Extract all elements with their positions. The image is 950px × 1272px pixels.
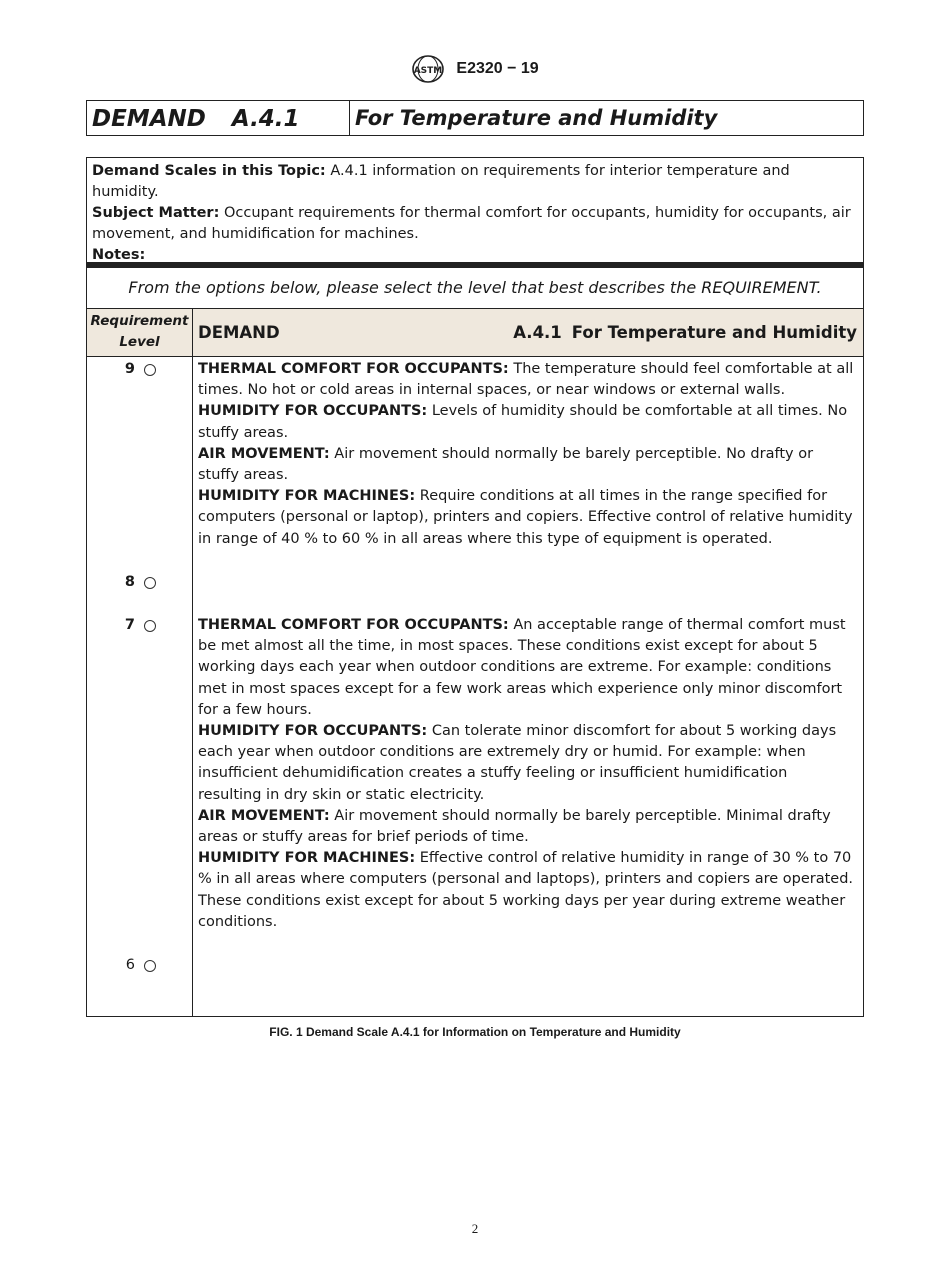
level-cell-filler [87, 976, 193, 1016]
requirement-label: HUMIDITY FOR OCCUPANTS: [198, 403, 428, 420]
instruction-text: From the options below, please select the level that best describes the REQUIREMENT. [87, 268, 863, 309]
demand-scale-table [86, 157, 864, 1017]
level-cell-spacer [87, 593, 193, 613]
level-rows [87, 357, 863, 1016]
page-header [0, 54, 950, 84]
requirement-text: Levels of humidity should be comfortable at all times. No stuffy areas. [198, 403, 848, 441]
requirement-item [198, 848, 855, 933]
demand-scales-text: A.4.1 information on requirements for interior temperature and humidity. [92, 163, 790, 200]
level-number: 7 [124, 617, 135, 634]
level-row-7 [87, 613, 863, 933]
level-row-9 [87, 357, 863, 550]
subject-matter-line [92, 203, 858, 245]
demand-header-topic [513, 323, 857, 342]
requirement-item [198, 401, 855, 443]
requirement-text: Effective control of relative humidity in range of 30 % to 70 % in all areas where computers (personal and laptops), printers and copiers are operated. These conditions exist except for about 5 working days per year during extreme weather conditions. [198, 850, 854, 930]
level-radio-button[interactable] [144, 364, 156, 376]
level-radio-button[interactable] [144, 577, 156, 589]
spacer-cell [193, 550, 863, 570]
demand-header-code: A.4.1 [513, 323, 562, 342]
requirement-label: HUMIDITY FOR MACHINES: [198, 488, 416, 505]
requirement-text: The temperature should feel comfortable at all times. No hot or cold areas in internal spaces, or near windows or external walls. [198, 361, 854, 399]
demand-scales-line [92, 161, 858, 203]
svg-text:ASTM: ASTM [414, 66, 443, 76]
subject-matter-text: Occupant requirements for thermal comfort for occupants, humidity for occupants, air movement, and humidification for machines. [92, 205, 851, 242]
level-number: 6 [125, 957, 135, 974]
requirement-label: HUMIDITY FOR MACHINES: [198, 850, 416, 867]
level-radio-button[interactable] [144, 620, 156, 632]
filler-cell [193, 976, 863, 1016]
requirement-label: HUMIDITY FOR OCCUPANTS: [198, 723, 428, 740]
requirement-header-line1: Requirement [90, 313, 189, 329]
requirement-label: THERMAL COMFORT FOR OCCUPANTS: [198, 361, 509, 377]
requirement-text: An acceptable range of thermal comfort must be met almost all the time, in most spaces. These conditions exist except for about 5 working days each year when outdoor conditions are extreme. For example: conditions met in most spaces except for a few work areas which experience only minor discomfort for a few hours. [198, 617, 846, 718]
level-description [193, 570, 863, 593]
requirement-text: Can tolerate minor discomfort for about 5 working days each year when outdoor conditions are extremely dry or humid. For example: when insufficient dehumidification creates a stuffy feeling or insufficient humidification resulting in dry skin or static electricity. [198, 723, 837, 803]
demand-header-topic-text: For Temperature and Humidity [571, 323, 857, 342]
title-box [86, 100, 864, 136]
requirement-item [198, 806, 855, 848]
figure-caption: FIG. 1 Demand Scale A.4.1 for Information on Temperature and Humidity [269, 1025, 681, 1039]
demand-scales-label: Demand Scales in this Topic: [92, 163, 326, 179]
page-number: 2 [471, 1221, 479, 1236]
level-cell-spacer [87, 550, 193, 570]
requirement-text: Air movement should normally be barely perceptible. No drafty or stuffy areas. [198, 445, 814, 484]
requirement-text: Require conditions at all times in the range specified for computers (personal or laptop), printers and copiers. Effective control of relative humidity in range of 40 % to 60 % in all areas where this type of equipment is operated. [198, 488, 853, 547]
title-topic: For Temperature and Humidity [355, 106, 718, 130]
level-cell [87, 953, 193, 976]
spacer-cell [193, 933, 863, 953]
level-cell [87, 357, 193, 550]
title-demand-label: DEMAND [92, 106, 206, 132]
requirement-item [198, 721, 855, 806]
requirement-item [198, 359, 855, 401]
level-description [193, 613, 863, 933]
document-code: E2320 − 19 [456, 60, 539, 77]
spacer-cell [193, 593, 863, 613]
level-cell-spacer [87, 933, 193, 953]
row-filler [87, 976, 863, 1016]
level-number: 8 [124, 573, 135, 590]
level-cell [87, 613, 193, 933]
level-radio-button[interactable] [144, 960, 156, 972]
column-header [87, 309, 863, 357]
row-spacer [87, 933, 863, 953]
astm-logo-icon [411, 54, 445, 84]
requirement-label: AIR MOVEMENT: [198, 445, 330, 462]
title-demand-code: A.4.1 [231, 106, 300, 132]
level-cell [87, 570, 193, 593]
topic-info [87, 158, 863, 262]
notes-label: Notes: [92, 247, 146, 263]
requirement-label: THERMAL COMFORT FOR OCCUPANTS: [198, 617, 509, 634]
level-description [193, 357, 863, 550]
level-number: 9 [124, 361, 135, 377]
requirement-header-line2: Level [119, 334, 160, 350]
requirement-item [198, 444, 855, 486]
row-spacer [87, 593, 863, 613]
requirement-item [198, 486, 855, 550]
row-spacer [87, 550, 863, 570]
demand-header [193, 309, 863, 356]
requirement-item [198, 615, 855, 721]
subject-matter-label: Subject Matter: [92, 205, 220, 221]
demand-header-label: DEMAND [198, 323, 280, 342]
level-row-8 [87, 570, 863, 593]
requirement-level-header [87, 309, 193, 356]
level-description [193, 953, 863, 976]
requirement-label: AIR MOVEMENT: [198, 807, 330, 824]
level-row-6 [87, 953, 863, 976]
title-demand [87, 101, 350, 135]
requirement-text: Air movement should normally be barely perceptible. Minimal drafty areas or stuffy areas for brief periods of time. [198, 807, 831, 846]
